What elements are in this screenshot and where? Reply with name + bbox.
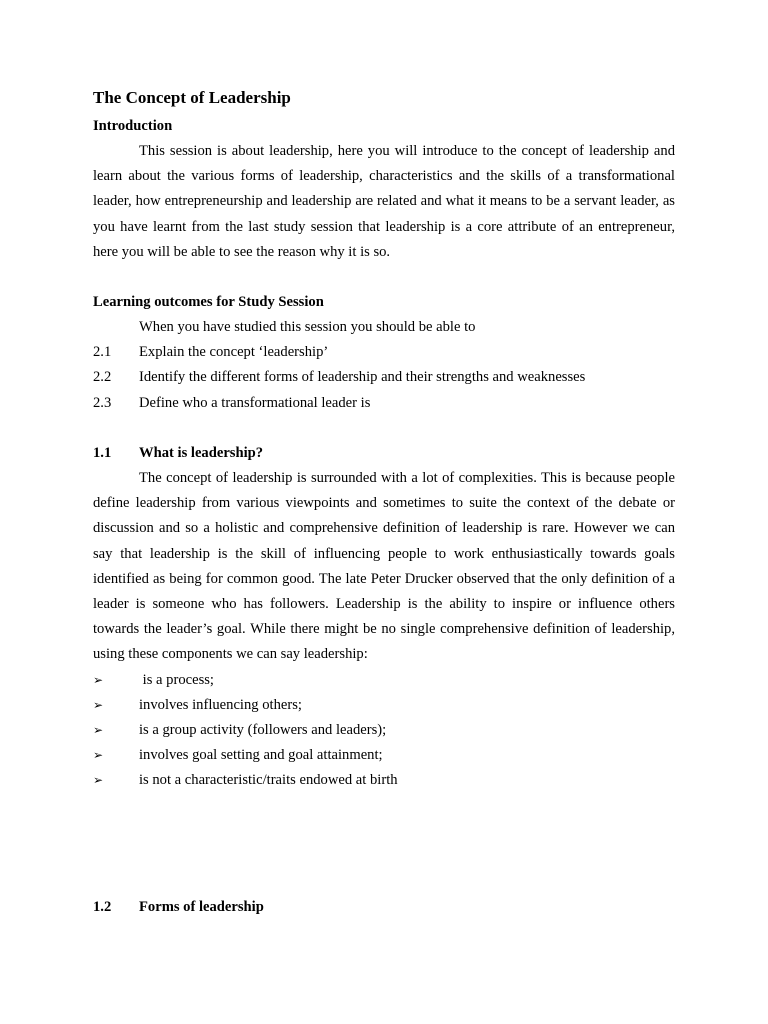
bullet-text: involves influencing others; — [139, 696, 302, 713]
intro-paragraph: This session is about leadership, here you will introduce to the concept of leadership and learn about the various forms of leadership, characteristics and the skills of a transformational leader, how entrepreneurship and leadership are related and what it means to be a servant leader, as you have learnt from the last study session that leadership is a core attribute of an entrepreneur, here you will be able to see the reason why it is so. — [93, 143, 675, 260]
bullet-item — [93, 693, 675, 718]
section-1-number: 1.1 — [93, 444, 112, 461]
arrow-bullet-icon: ➢ — [93, 773, 104, 788]
bullet-text: involves goal setting and goal attainment; — [139, 747, 383, 764]
spacer — [93, 265, 675, 290]
section-1-heading — [93, 441, 675, 466]
bullet-text: is not a characteristic/traits endowed at birth — [139, 772, 398, 789]
spacer — [93, 416, 675, 441]
bullet-item — [93, 743, 675, 768]
outcome-number: 2.2 — [93, 369, 112, 386]
outcomes-heading: Learning outcomes for Study Session — [93, 294, 324, 311]
section-2-title: Forms of leadership — [139, 898, 264, 915]
bullet-text: is a process; — [139, 671, 214, 688]
outcome-text: Define who a transformational leader is — [139, 394, 371, 411]
bullet-item — [93, 718, 675, 743]
section-1-title: What is leadership? — [139, 444, 264, 461]
outcome-item — [93, 391, 675, 416]
outcome-item — [93, 340, 675, 365]
section-1-paragraph: The concept of leadership is surrounded with a lot of complexities. This is because people define leadership from various viewpoints and sometimes to suite the context of the debate or discussion and so a holistic and comprehensive definition of leadership is rare. However we can say that leadership is the skill of influencing people to work enthusiastically towards goals identified as being for common good. The late Peter Drucker observed that the only definition of a leader is someone who has followers. Leadership is the ability to inspire or influence others towards the leader’s goal. While there might be no single comprehensive definition of leadership, using these components we can say leadership: — [93, 470, 675, 663]
outcome-number: 2.3 — [93, 394, 112, 411]
arrow-bullet-icon: ➢ — [93, 723, 104, 738]
section-2-heading — [93, 895, 675, 920]
section-2-number: 1.2 — [93, 898, 112, 915]
document-title: The Concept of Leadership — [93, 88, 291, 107]
arrow-bullet-icon: ➢ — [93, 672, 104, 687]
bullet-text: is a group activity (followers and leaders); — [139, 722, 387, 739]
outcomes-lead: When you have studied this session you should be able to — [139, 319, 476, 336]
outcome-text: Explain the concept ‘leadership’ — [139, 344, 329, 361]
outcome-item — [93, 365, 675, 390]
outcome-text: Identify the different forms of leadership and their strengths and weaknesses — [139, 369, 586, 386]
arrow-bullet-icon: ➢ — [93, 697, 104, 712]
spacer — [93, 794, 675, 895]
intro-heading: Introduction — [93, 118, 173, 134]
bullet-item — [93, 768, 675, 793]
outcome-number: 2.1 — [93, 344, 112, 361]
bullet-item — [93, 668, 675, 693]
arrow-bullet-icon: ➢ — [93, 748, 104, 763]
document-page — [93, 86, 675, 920]
